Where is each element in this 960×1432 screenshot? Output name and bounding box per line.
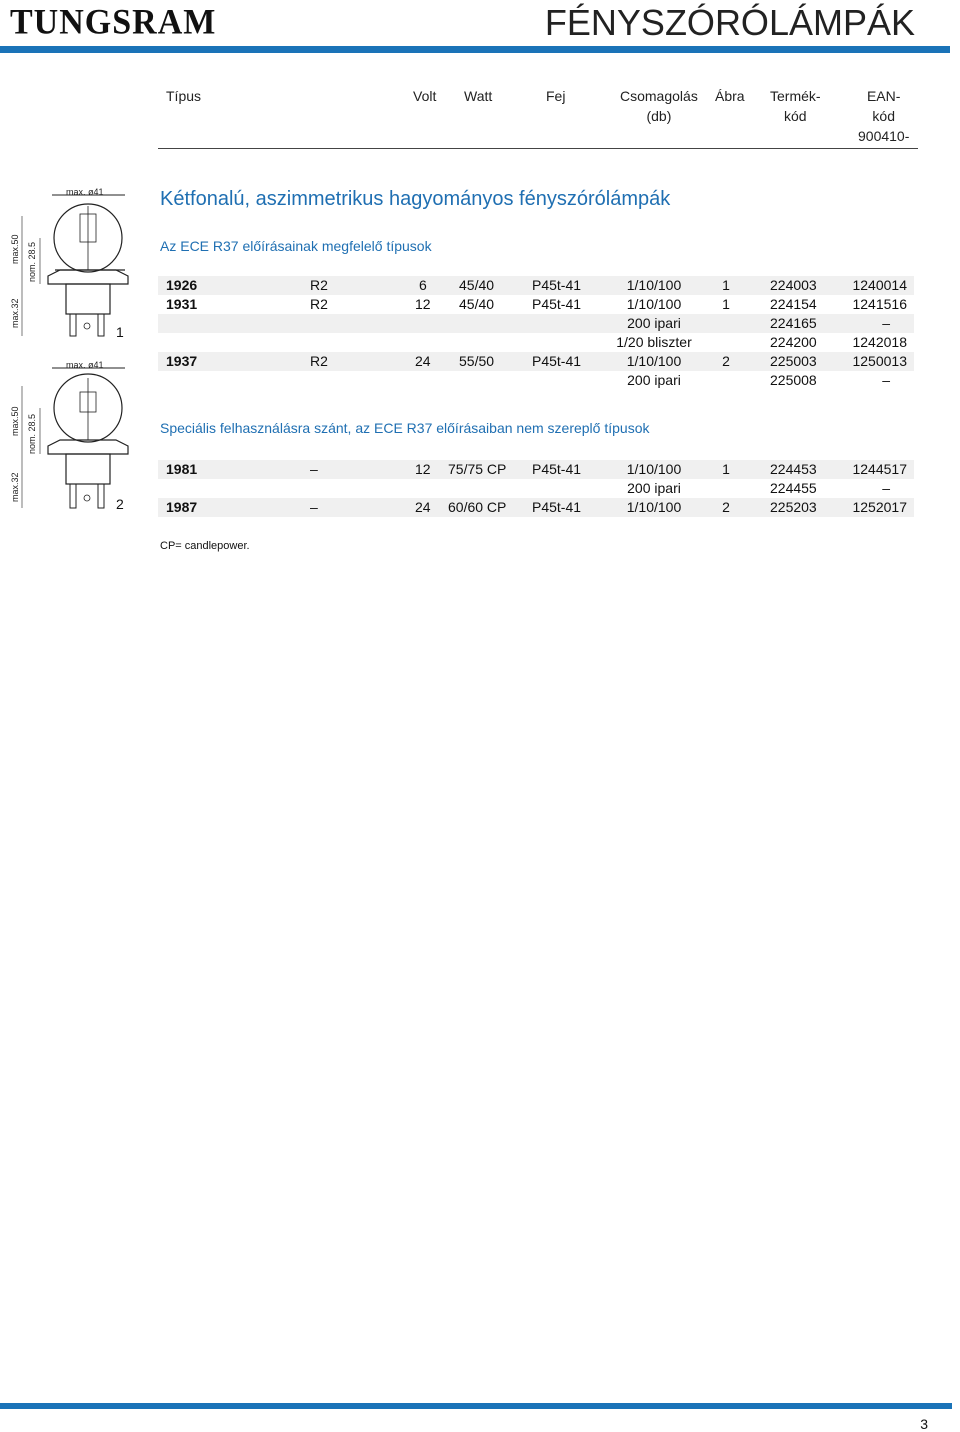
diameter-label: max. ø41 (66, 187, 104, 197)
header-abra: Ábra (715, 88, 745, 104)
table-row: 200 ipari 224165 – (158, 314, 914, 333)
table-row: 1931 R2 12 45/40 P45t-41 1/10/100 1 224154 1241516 (166, 296, 907, 312)
header-csomagolas: Csomagolás (db) (620, 88, 698, 124)
brand-logo: TUNGSRAM (10, 3, 217, 42)
figure-number-1: 1 (116, 324, 124, 340)
table-row: 1987 – 24 60/60 CP P45t-41 1/10/100 2 225203 1252017 (158, 498, 914, 517)
header-tipus: Típus (166, 88, 202, 104)
page-title: FÉNYSZÓRÓLÁMPÁK (544, 2, 915, 43)
top-accent-bar (0, 46, 950, 53)
section-title: Kétfonalú, aszimmetrikus hagyományos fényszórólámpák (160, 188, 671, 210)
diameter-label: max. ø41 (66, 360, 104, 370)
group-title-ece: Az ECE R37 előírásainak megfelelő típusok (160, 238, 432, 254)
header-watt: Watt (464, 88, 493, 104)
table-row: 1926 R2 6 45/40 P45t-41 1/10/100 1 224003 1240014 (158, 276, 914, 295)
table-row: 1/20 bliszter 224200 1242018 (616, 334, 907, 350)
figure-number-2: 2 (116, 496, 124, 512)
header-fej: Fej (546, 88, 566, 104)
table-row: 200 ipari 225008 – (627, 372, 890, 388)
header-ean: EAN- kód 900410- (858, 88, 910, 144)
svg-text:nom. 28.5: nom. 28.5 (27, 413, 37, 454)
table-header (158, 80, 918, 149)
page-number: 3 (920, 1416, 928, 1432)
svg-text:max.50: max.50 (10, 406, 20, 436)
table-row: 200 ipari 224455 – (627, 480, 890, 496)
header-volt: Volt (413, 88, 437, 104)
svg-text:max.32: max.32 (10, 472, 20, 502)
group-title-special: Speciális felhasználásra szánt, az ECE R37 előírásaiban nem szereplő típusok (160, 420, 650, 436)
table-row: 1937 R2 24 55/50 P45t-41 1/10/100 2 225003 1250013 (158, 352, 914, 371)
footnote: CP= candlepower. (160, 540, 250, 552)
header-termekkod: Termék- kód (770, 88, 821, 124)
bottom-accent-bar (0, 1403, 952, 1409)
svg-text:nom. 28.5: nom. 28.5 (27, 241, 37, 282)
svg-text:max.50: max.50 (10, 234, 20, 264)
table-row: 1981 – 12 75/75 CP P45t-41 1/10/100 1 224453 1244517 (158, 460, 914, 479)
svg-text:max.32: max.32 (10, 298, 20, 328)
